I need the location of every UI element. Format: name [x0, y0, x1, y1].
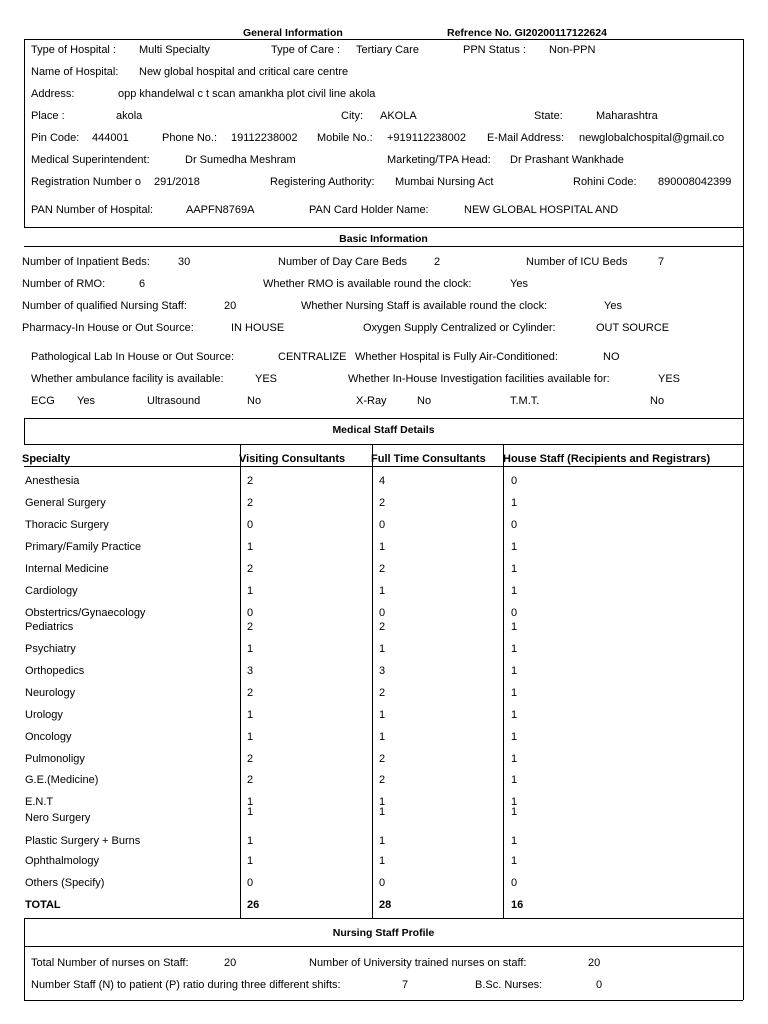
staff-header-line [24, 466, 743, 467]
staff-count-cell: 0 [247, 519, 254, 531]
specialty-cell: Thoracic Surgery [25, 519, 109, 531]
bsc-nurses-label: B.Sc. Nurses: [475, 979, 543, 991]
staff-count-cell: 1 [247, 731, 254, 743]
bsc-nurses-value: 0 [596, 979, 603, 991]
staff-count-cell: 1 [247, 643, 254, 655]
staff-count-cell: 1 [511, 835, 518, 847]
reference-number: Refrence No. GI20200117122624 [447, 27, 607, 39]
staff-count-cell: 1 [379, 806, 386, 818]
basic-title-line [24, 246, 743, 247]
ambulance-value: YES [255, 373, 278, 385]
staff-count-cell: 1 [247, 541, 254, 553]
registration-number-value: 291/2018 [154, 176, 200, 188]
pan-number-value: AAPFN8769A [186, 204, 255, 216]
state-label: State: [534, 110, 563, 122]
staff-count-cell: 1 [379, 541, 386, 553]
staff-count-cell: 2 [247, 687, 254, 699]
in-house-investigation-label: Whether In-House Investigation facilities available for: [348, 373, 610, 385]
staff-count-cell: 1 [511, 687, 518, 699]
staff-count-cell: 2 [379, 563, 386, 575]
city-label: City: [341, 110, 363, 122]
phone-label: Phone No.: [162, 132, 218, 144]
staff-count-cell: 1 [379, 731, 386, 743]
email-label: E-Mail Address: [487, 132, 565, 144]
city-value: AKOLA [380, 110, 417, 122]
ppn-status-value: Non-PPN [549, 44, 596, 56]
staff-count-cell: 2 [379, 621, 386, 633]
nursing-top-line [24, 918, 743, 919]
specialty-cell: Pulmonoligy [25, 753, 85, 765]
total-label: TOTAL [25, 899, 61, 911]
staff-details-title: Medical Staff Details [332, 424, 435, 436]
ultrasound-value: No [247, 395, 262, 407]
icu-beds-value: 7 [658, 256, 665, 268]
staff-count-cell: 1 [379, 585, 386, 597]
tmt-label: T.M.T. [510, 395, 540, 407]
staff-count-cell: 0 [379, 519, 386, 531]
registering-authority-label: Registering Authority: [270, 176, 375, 188]
specialty-cell: Neurology [25, 687, 76, 699]
rmo-round-clock-value: Yes [510, 278, 528, 290]
staff-count-cell: 1 [511, 855, 518, 867]
rmo-round-clock-label: Whether RMO is available round the clock: [263, 278, 472, 290]
air-conditioned-value: NO [603, 351, 620, 363]
staff-patient-ratio-value: 7 [402, 979, 409, 991]
staff-count-cell: 0 [511, 607, 518, 619]
nursing-round-clock-value: Yes [604, 300, 622, 312]
general-title: General Information [243, 27, 343, 39]
address-value: opp khandelwal c t scan amankha plot civil line akola [118, 88, 376, 100]
staff-count-cell: 2 [379, 753, 386, 765]
staff-count-cell: 1 [511, 796, 518, 808]
staff-count-cell: 0 [511, 877, 518, 889]
staff-count-cell: 1 [511, 497, 518, 509]
mobile-label: Mobile No.: [317, 132, 373, 144]
pin-code-value: 444001 [92, 132, 129, 144]
staff-count-cell: 2 [379, 497, 386, 509]
air-conditioned-label: Whether Hospital is Fully Air-Conditioned: [355, 351, 558, 363]
specialty-cell: Psychiatry [25, 643, 76, 655]
frame-bottom-line [24, 1000, 743, 1001]
day-care-beds-value: 2 [434, 256, 441, 268]
university-nurses-label: Number of University trained nurses on staff: [309, 957, 527, 969]
rmo-count-value: 6 [139, 278, 146, 290]
frame-top-line [24, 39, 743, 40]
specialty-cell: Oncology [25, 731, 72, 743]
oxygen-supply-label: Oxygen Supply Centralized or Cylinder: [363, 322, 556, 334]
rohini-code-value: 890008042399 [658, 176, 732, 188]
frame-right-line [743, 39, 744, 1000]
medical-superintendent-value: Dr Sumedha Meshram [185, 154, 296, 166]
tpa-head-value: Dr Prashant Wankhade [510, 154, 624, 166]
nursing-profile-title: Nursing Staff Profile [332, 927, 435, 939]
pharmacy-label: Pharmacy-In House or Out Source: [22, 322, 194, 334]
tpa-head-label: Marketing/TPA Head: [387, 154, 491, 166]
email-value: newglobalchospital@gmail.co [579, 132, 725, 144]
staff-count-cell: 2 [379, 687, 386, 699]
specialty-cell: Primary/Family Practice [25, 541, 142, 553]
specialty-cell: Plastic Surgery + Burns [25, 835, 141, 847]
header-full-time-consultants: Full Time Consultants [371, 453, 486, 465]
staff-count-cell: 1 [511, 774, 518, 786]
col-divider-1 [240, 444, 241, 918]
staff-count-cell: 1 [511, 563, 518, 575]
specialty-cell: Others (Specify) [25, 877, 105, 889]
staff-count-cell: 2 [247, 621, 254, 633]
xray-label: X-Ray [356, 395, 387, 407]
staff-count-cell: 0 [247, 607, 254, 619]
staff-count-cell: 3 [247, 665, 254, 677]
total-nurses-label: Total Number of nurses on Staff: [31, 957, 189, 969]
staff-count-cell: 1 [511, 665, 518, 677]
university-nurses-value: 20 [588, 957, 601, 969]
xray-value: No [417, 395, 432, 407]
staff-count-cell: 2 [247, 563, 254, 575]
state-value: Maharashtra [596, 110, 658, 122]
staff-count-cell: 1 [379, 643, 386, 655]
pharmacy-value: IN HOUSE [231, 322, 285, 334]
col-divider-3 [503, 444, 504, 918]
staff-title-line [24, 444, 743, 445]
icu-beds-label: Number of ICU Beds [526, 256, 628, 268]
staff-count-cell: 1 [379, 835, 386, 847]
staff-count-cell: 0 [511, 519, 518, 531]
type-of-care-value: Tertiary Care [356, 44, 419, 56]
staff-count-cell: 0 [511, 475, 518, 487]
staff-count-cell: 1 [247, 796, 254, 808]
nursing-round-clock-label: Whether Nursing Staff is available round the clock: [301, 300, 548, 312]
staff-count-cell: 1 [379, 796, 386, 808]
basic-info-title: Basic Information [339, 233, 428, 245]
staff-count-cell: 1 [247, 806, 254, 818]
phone-value: 19112238002 [231, 132, 298, 144]
staff-count-cell: 0 [379, 607, 386, 619]
hospital-name-value: New global hospital and critical care centre [139, 66, 349, 78]
specialty-cell: G.E.(Medicine) [25, 774, 99, 786]
col-divider-2 [372, 444, 373, 918]
staff-count-cell: 1 [379, 709, 386, 721]
specialty-cell: Urology [25, 709, 63, 721]
staff-count-cell: 2 [247, 497, 254, 509]
inpatient-beds-value: 30 [178, 256, 191, 268]
staff-patient-ratio-label: Number Staff (N) to patient (P) ratio during three different shifts: [31, 979, 341, 991]
pan-number-label: PAN Number of Hospital: [31, 204, 154, 216]
total-nurses-value: 20 [224, 957, 237, 969]
ppn-status-label: PPN Status : [463, 44, 526, 56]
staff-count-cell: 2 [247, 475, 254, 487]
specialty-cell: Orthopedics [25, 665, 85, 677]
hospital-name-label: Name of Hospital: [31, 66, 119, 78]
nursing-title-line [24, 946, 743, 947]
pan-holder-label: PAN Card Holder Name: [309, 204, 429, 216]
place-label: Place : [31, 110, 65, 122]
mobile-value: +919112238002 [387, 132, 467, 144]
staff-count-cell: 1 [511, 585, 518, 597]
registration-number-label: Registration Number o [31, 176, 142, 188]
type-of-hospital-value: Multi Specialty [139, 44, 210, 56]
ambulance-label: Whether ambulance facility is available: [31, 373, 224, 385]
staff-count-cell: 1 [511, 541, 518, 553]
rmo-count-label: Number of RMO: [22, 278, 106, 290]
specialty-cell: Internal Medicine [25, 563, 109, 575]
staff-count-cell: 1 [511, 621, 518, 633]
specialty-cell: Cardiology [25, 585, 78, 597]
pin-code-label: Pin Code: [31, 132, 80, 144]
staff-count-cell: 2 [247, 774, 254, 786]
pan-holder-value: NEW GLOBAL HOSPITAL AND [464, 204, 619, 216]
pathology-lab-value: CENTRALIZE [278, 351, 347, 363]
basic-top-line [24, 227, 743, 228]
header-visiting-consultants: Visiting Consultants [239, 453, 346, 465]
header-house-staff: House Staff (Recipients and Registrars) [503, 453, 711, 465]
staff-count-cell: 1 [511, 753, 518, 765]
staff-count-cell: 1 [247, 585, 254, 597]
specialty-cell: General Surgery [25, 497, 106, 509]
nursing-staff-value: 20 [224, 300, 237, 312]
total-value: 26 [247, 899, 260, 911]
staff-count-cell: 2 [247, 753, 254, 765]
address-label: Address: [31, 88, 75, 100]
tmt-value: No [650, 395, 665, 407]
type-of-care-label: Type of Care : [271, 44, 341, 56]
staff-count-cell: 1 [247, 709, 254, 721]
place-value: akola [116, 110, 143, 122]
staff-count-cell: 1 [247, 855, 254, 867]
rohini-code-label: Rohini Code: [573, 176, 637, 188]
staff-count-cell: 4 [379, 475, 386, 487]
nursing-staff-label: Number of qualified Nursing Staff: [22, 300, 187, 312]
specialty-cell: Anesthesia [25, 475, 80, 487]
specialty-cell: Ophthalmology [25, 855, 99, 867]
staff-count-cell: 1 [379, 855, 386, 867]
registering-authority-value: Mumbai Nursing Act [395, 176, 494, 188]
in-house-investigation-value: YES [658, 373, 681, 385]
ultrasound-label: Ultrasound [147, 395, 201, 407]
pathology-lab-label: Pathological Lab In House or Out Source: [31, 351, 235, 363]
specialty-cell: E.N.T [25, 796, 54, 808]
total-value: 28 [379, 899, 392, 911]
staff-count-cell: 3 [379, 665, 386, 677]
specialty-cell: Nero Surgery [25, 812, 91, 824]
staff-count-cell: 1 [511, 643, 518, 655]
staff-top-line [24, 418, 743, 419]
ecg-label: ECG [31, 395, 55, 407]
type-of-hospital-label: Type of Hospital : [31, 44, 116, 56]
specialty-cell: Obstertrics/Gynaecology [25, 607, 146, 619]
total-value: 16 [511, 899, 524, 911]
staff-count-cell: 0 [247, 877, 254, 889]
medical-superintendent-label: Medical Superintendent: [31, 154, 150, 166]
specialty-cell: Pediatrics [25, 621, 74, 633]
header-specialty: Specialty [22, 453, 71, 465]
day-care-beds-label: Number of Day Care Beds [278, 256, 407, 268]
staff-count-cell: 1 [511, 806, 518, 818]
oxygen-supply-value: OUT SOURCE [596, 322, 670, 334]
staff-count-cell: 1 [511, 731, 518, 743]
staff-count-cell: 1 [247, 835, 254, 847]
ecg-value: Yes [77, 395, 95, 407]
inpatient-beds-label: Number of Inpatient Beds: [22, 256, 150, 268]
staff-count-cell: 1 [511, 709, 518, 721]
frame-left-line [24, 39, 25, 227]
staff-count-cell: 0 [379, 877, 386, 889]
staff-count-cell: 2 [379, 774, 386, 786]
